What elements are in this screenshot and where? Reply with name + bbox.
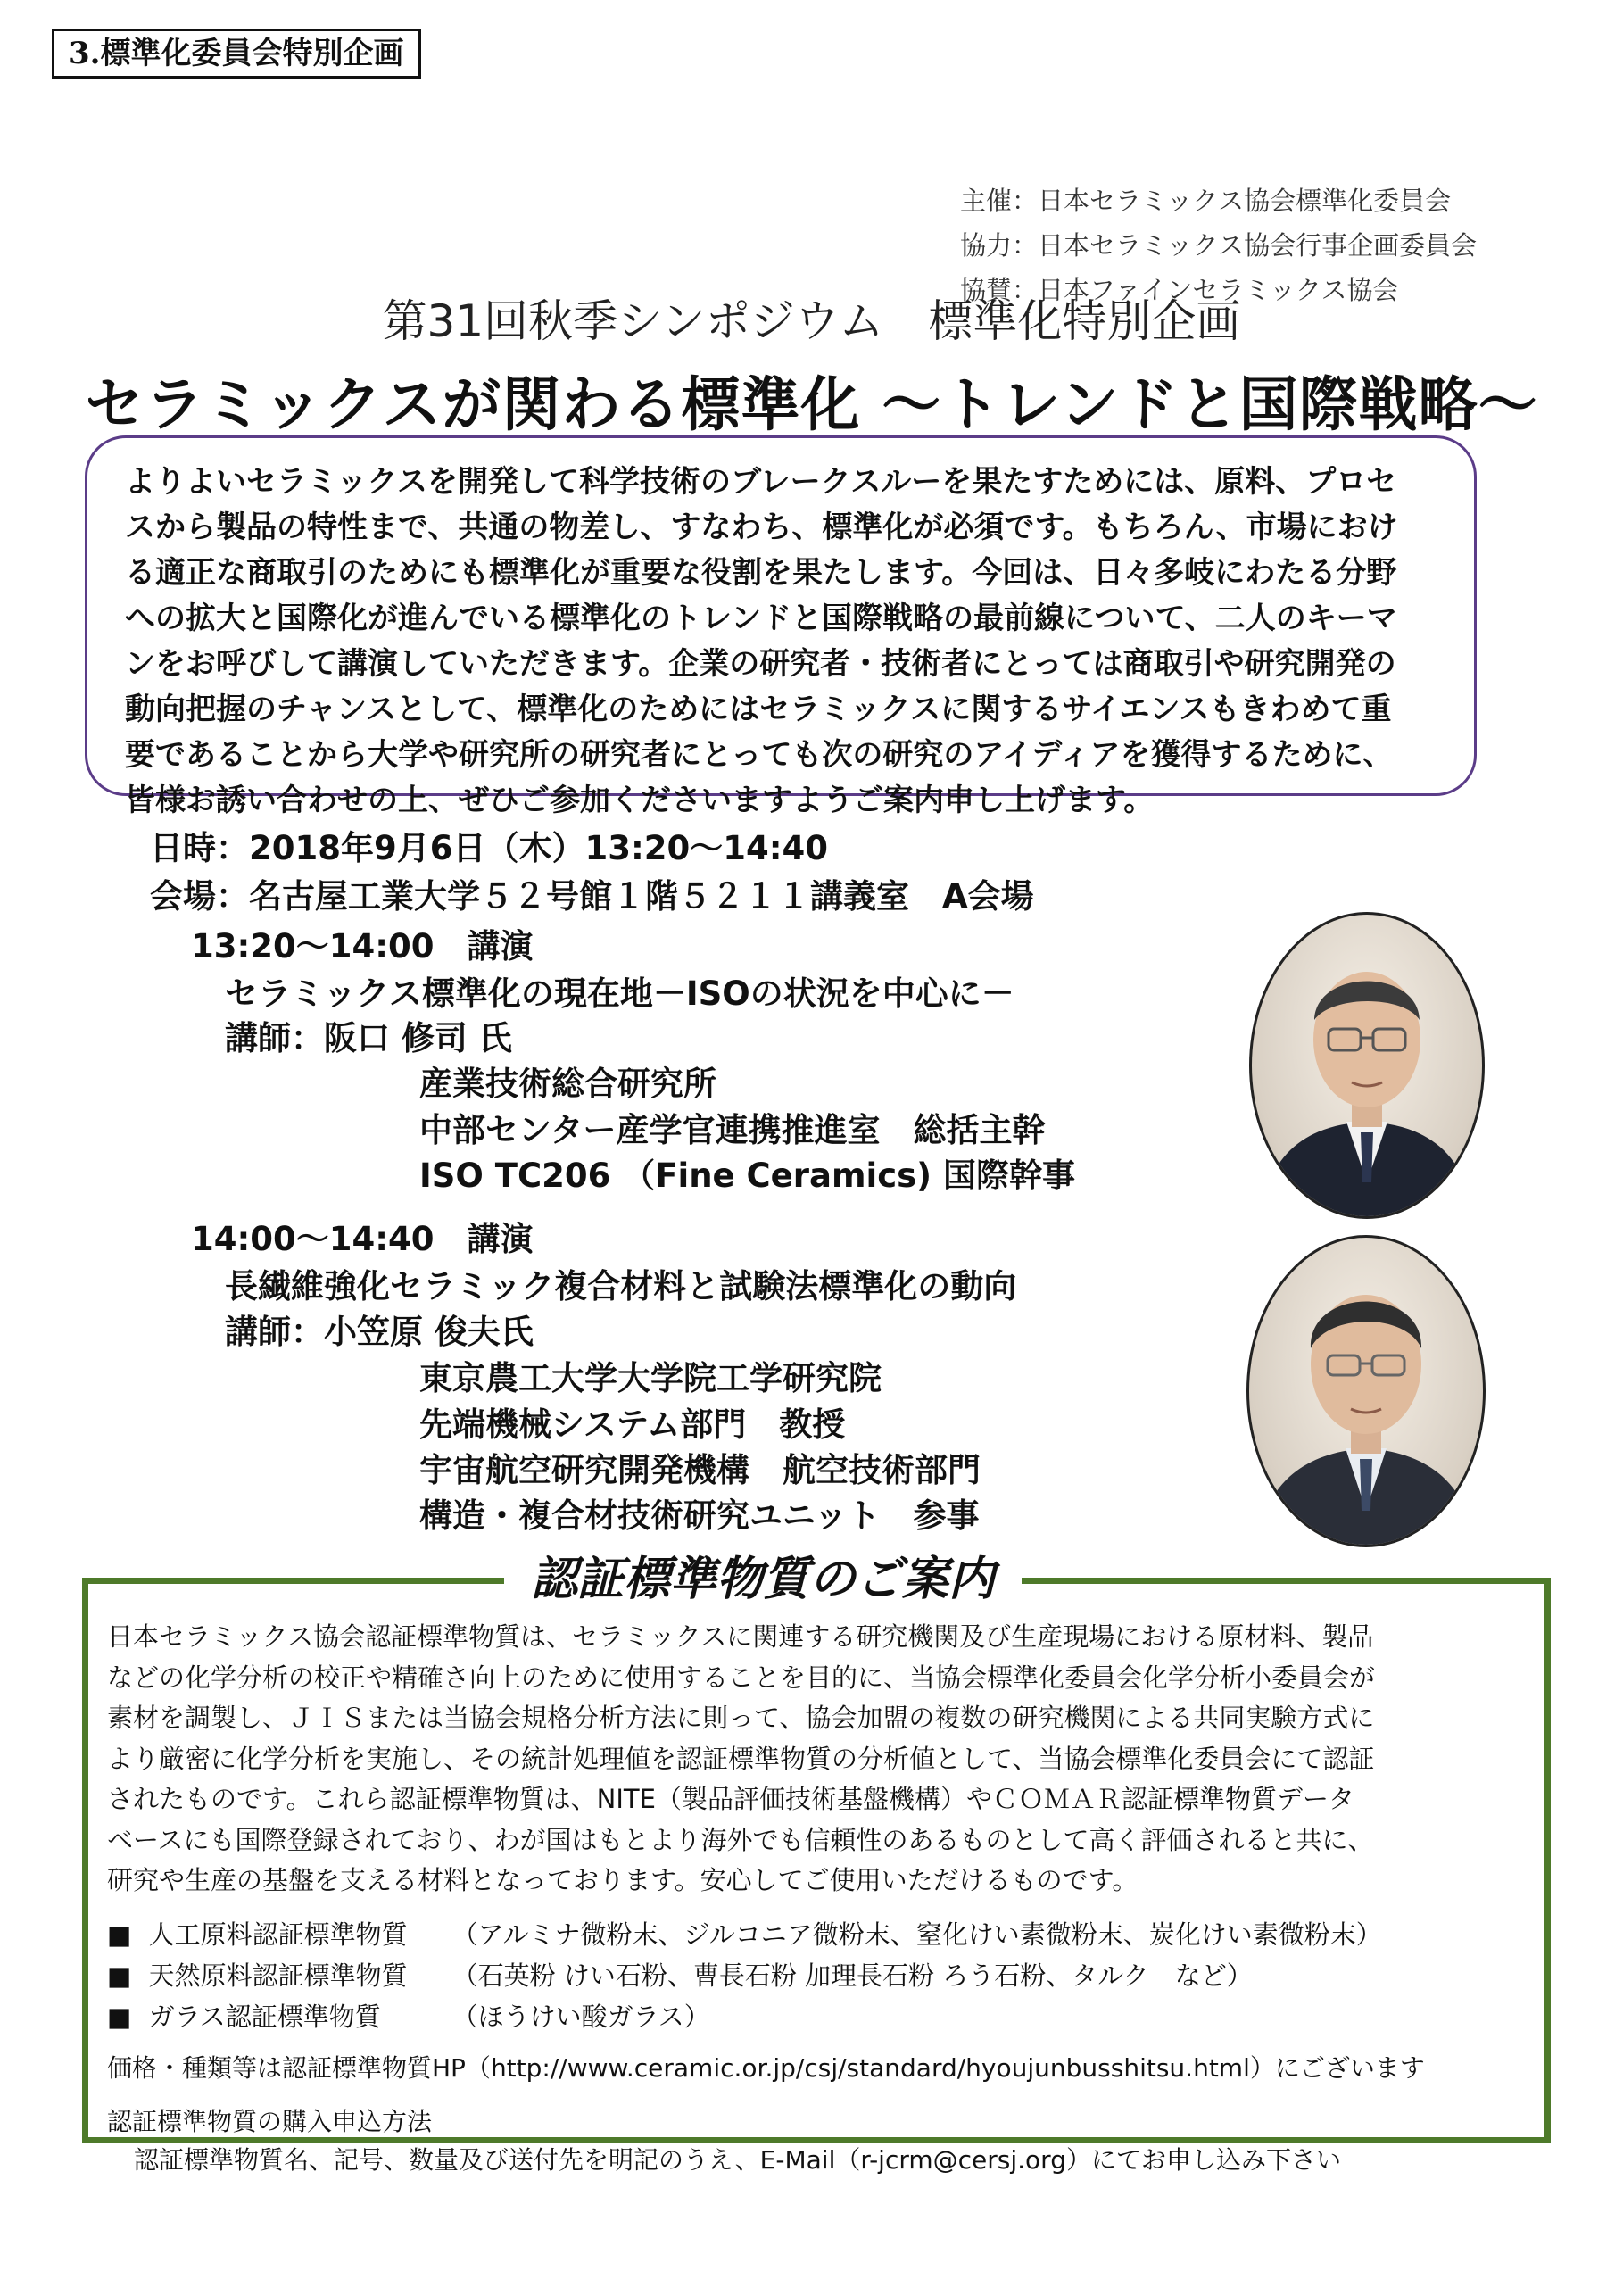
- lecture-2-affiliation: 宇宙航空研究開発機構 航空技術部門: [419, 1451, 981, 1489]
- intro-line: 要であることから大学や研究所の研究者にとっても次の研究のアイディアを獲得するために、: [125, 737, 1394, 773]
- cert-item-glass: [107, 1997, 710, 2034]
- cert-paragraph-line: より厳密に化学分析を実施し、その統計処理値を認証標準物質の分析値として、当協会標準化委員会にて認証: [107, 1743, 1375, 1774]
- square-bullet-icon: ■: [107, 2002, 132, 2032]
- cert-purchase-heading: 認証標準物質の購入申込方法: [107, 2107, 433, 2136]
- intro-line: る適正な商取引のためにも標準化が重要な役割を果たします。今回は、日々多岐にわたる分野: [125, 555, 1397, 591]
- cert-item-detail: （ほうけい酸ガラス）: [451, 2002, 710, 2032]
- cert-item-name: 人工原料認証標準物質: [148, 1919, 408, 1950]
- square-bullet-icon: ■: [107, 1960, 132, 1991]
- lecture-1-affiliation: ISO TC206 （Fine Ceramics) 国際幹事: [419, 1156, 1075, 1195]
- cert-item-detail: （石英粉 けい石粉、曹長石粉 加理長石粉 ろう石粉、タルク など）: [451, 1960, 1253, 1991]
- organizer-cooperation: 協力：日本セラミックス協会行事企画委員会: [960, 230, 1478, 261]
- lecture-1-affiliation: 中部センター産学官連携推進室 総括主幹: [419, 1111, 1046, 1149]
- cert-purchase-text: 認証標準物質名、記号、数量及び送付先を明記のうえ、E-Mail（r-jcrm@cersj.org）にてお申し込み下さい: [134, 2145, 1341, 2175]
- cert-item-detail: （アルミナ微粉末、ジルコニア微粉末、窒化けい素微粉末、炭化けい素微粉末）: [451, 1919, 1382, 1950]
- lecture-2-affiliation: 先端機械システム部門 教授: [419, 1405, 846, 1444]
- lecture-2-speaker: 講師：小笠原 俊夫氏: [225, 1313, 534, 1351]
- cert-paragraph: [107, 1617, 1375, 1902]
- intro-line: よりよいセラミックスを開発して科学技術のブレークスルーを果たすためには、原料、プロセ: [125, 464, 1397, 500]
- cert-paragraph-line: ベースにも国際登録されており、わが国はもとより海外でも信頼性のあるものとして高く評価されると共に、: [107, 1824, 1374, 1855]
- cert-item-name: 天然原料認証標準物質: [148, 1960, 408, 1991]
- square-bullet-icon: ■: [107, 1919, 132, 1950]
- lecture-2-topic: 長繊維強化セラミック複合材料と試験法標準化の動向: [225, 1267, 1017, 1305]
- organizer-host: 主催：日本セラミックス協会標準化委員会: [960, 186, 1452, 216]
- intro-line: 皆様お誘い合わせの上、ぜひご参加くださいますようご案内申し上げます。: [125, 783, 1155, 818]
- lecture-2-affiliation: 東京農工大学大学院工学研究院: [419, 1359, 882, 1397]
- organizer-support: 協賛：日本ファインセラミックス協会: [960, 275, 1399, 305]
- lecture-1-affiliation: 産業技術総合研究所: [419, 1065, 716, 1103]
- lecture-1-time: 13:20～14:00 講演: [191, 927, 534, 966]
- cert-price-line: 価格・種類等は認証標準物質HP（http://www.ceramic.or.jp/csj/standard/hyoujunbusshitsu.html）にございます: [107, 2053, 1425, 2083]
- cert-item-natural: [107, 1956, 1253, 1993]
- lecture-2-time: 14:00～14:40 講演: [191, 1220, 534, 1258]
- cert-item-synthetic: [107, 1915, 1382, 1952]
- cert-item-name: ガラス認証標準物質: [148, 2002, 381, 2032]
- event-datetime: 日時：2018年9月6日（木）13:20～14:40: [150, 829, 829, 867]
- cert-title: 認証標準物質のご案内: [504, 1548, 1022, 1611]
- speaker-1-photo: [1249, 912, 1485, 1219]
- intro-line: への拡大と国際化が進んでいる標準化のトレンドと国際戦略の最前線について、二人のキーマ: [125, 601, 1397, 636]
- cert-paragraph-line: 素材を調製し、ＪＩＳまたは当協会規格分析方法に則って、協会加盟の複数の研究機関による共同実験方式に: [107, 1703, 1375, 1733]
- intro-line: スから製品の特性まで、共通の物差し、すなわち、標準化が必須です。もちろん、市場におけ: [125, 510, 1398, 545]
- lecture-1-topic: セラミックス標準化の現在地－ISOの状況を中心に－: [225, 974, 1014, 1013]
- intro-line: ンをお呼びして講演していただきます。企業の研究者・技術者にとっては商取引や研究開発の: [125, 646, 1396, 682]
- event-title: セラミックスが関わる標準化 ～トレンドと国際戦略～: [85, 370, 1538, 439]
- cert-paragraph-line: 日本セラミックス協会認証標準物質は、セラミックスに関連する研究機関及び生産現場における原材料、製品: [107, 1621, 1374, 1652]
- person-portrait-icon: [1249, 1238, 1483, 1545]
- cert-paragraph-line: されたものです。これら認証標準物質は、NITE（製品評価技術基盤機構）やＣＯＭＡＲ認証標準物質データ: [107, 1784, 1354, 1814]
- event-venue: 会場：名古屋工業大学５２号館１階５２１１講義室 A会場: [150, 877, 1034, 916]
- intro-box: [85, 435, 1477, 818]
- cert-paragraph-line: 研究や生産の基盤を支える材料となっております。安心してご使用いただけるものです。: [107, 1865, 1139, 1895]
- section-tag: 3.標準化委員会特別企画: [52, 29, 421, 79]
- person-portrait-icon: [1252, 915, 1482, 1216]
- speaker-2-photo: [1246, 1235, 1486, 1547]
- event-subtitle: 第31回秋季シンポジウム 標準化特別企画: [382, 295, 1241, 347]
- lecture-2-affiliation: 構造・複合材技術研究ユニット 参事: [419, 1496, 980, 1535]
- cert-paragraph-line: などの化学分析の校正や精確さ向上のために使用することを目的に、当協会標準化委員会化学分析小委員会が: [107, 1662, 1376, 1693]
- intro-line: 動向把握のチャンスとして、標準化のためにはセラミックスに関するサイエンスもきわめて重: [125, 692, 1392, 727]
- lecture-1-speaker: 講師：阪口 修司 氏: [225, 1019, 512, 1057]
